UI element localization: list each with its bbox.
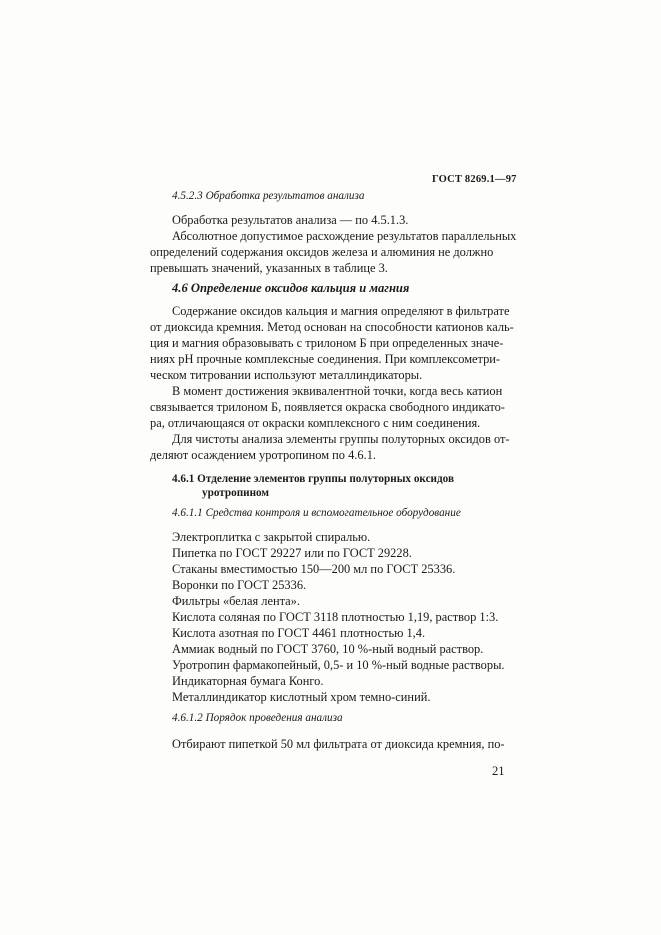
equipment-list-item: Индикаторная бумага Конго. <box>172 674 324 688</box>
equipment-list-item: Уротропин фармакопейный, 0,5- и 10 %-ный водные растворы. <box>172 658 505 672</box>
subsection-heading-4-6-1-1: 4.6.1.1 Средства контроля и вспомогательное оборудование <box>172 507 461 519</box>
paragraph-line: деляют осаждением уротропином по 4.6.1. <box>150 448 376 462</box>
subsection-heading-4-6-1-continuation: уротропином <box>202 487 270 499</box>
paragraph-line: Абсолютное допустимое расхождение результатов параллельных <box>172 229 517 243</box>
paragraph-line: превышать значений, указанных в таблице 3. <box>150 261 388 275</box>
equipment-list-item: Воронки по ГОСТ 25336. <box>172 578 307 592</box>
paragraph-line: от диоксида кремния. Метод основан на способности катионов каль- <box>150 320 514 334</box>
paragraph-line: ция и магния образовывать с трилоном Б при определенных значе- <box>150 336 504 350</box>
paragraph-line: Обработка результатов анализа — по 4.5.1.3. <box>172 213 409 227</box>
equipment-list-item: Кислота азотная по ГОСТ 4461 плотностью 1,4. <box>172 626 426 640</box>
paragraph-line: Отбирают пипеткой 50 мл фильтрата от диоксида кремния, по- <box>172 737 505 751</box>
equipment-list-item: Фильтры «белая лента». <box>172 594 300 608</box>
equipment-list-item: Аммиак водный по ГОСТ 3760, 10 %-ный водный раствор. <box>172 642 484 656</box>
paragraph-line: Содержание оксидов кальция и магния определяют в фильтрате <box>172 304 510 318</box>
subsection-heading-4-6-1-2: 4.6.1.2 Порядок проведения анализа <box>172 712 343 724</box>
paragraph-line: ра, отличающаяся от окраски комплексного с ним соединения. <box>150 416 481 430</box>
equipment-list-item: Электроплитка с закрытой спиралью. <box>172 530 371 544</box>
equipment-list-item: Пипетка по ГОСТ 29227 или по ГОСТ 29228. <box>172 546 412 560</box>
paragraph-line: ческом титровании используют металлиндикаторы. <box>150 368 423 382</box>
subsection-heading-4-6-1: 4.6.1 Отделение элементов группы полуторных оксидов <box>172 473 455 485</box>
section-heading-4-6: 4.6 Определение оксидов кальция и магния <box>172 281 410 295</box>
page-number: 21 <box>492 764 505 778</box>
equipment-list-item: Металлиндикатор кислотный хром темно-синий. <box>172 690 431 704</box>
paragraph-line: ниях pH прочные комплексные соединения. При комплексометри- <box>150 352 501 366</box>
paragraph-line: Для чистоты анализа элементы группы полуторных оксидов от- <box>172 432 510 446</box>
paragraph-line: В момент достижения эквивалентной точки, когда весь катион <box>172 384 503 398</box>
subsection-heading-4-5-2-3: 4.5.2.3 Обработка результатов анализа <box>172 190 365 202</box>
equipment-list-item: Стаканы вместимостью 150—200 мл по ГОСТ 25336. <box>172 562 456 576</box>
paragraph-line: определений содержания оксидов железа и алюминия не должно <box>150 245 494 259</box>
equipment-list-item: Кислота соляная по ГОСТ 3118 плотностью 1,19, раствор 1:3. <box>172 610 499 624</box>
standard-code-header: ГОСТ 8269.1—97 <box>432 174 517 185</box>
paragraph-line: связывается трилоном Б, появляется окраска свободного индикато- <box>150 400 505 414</box>
